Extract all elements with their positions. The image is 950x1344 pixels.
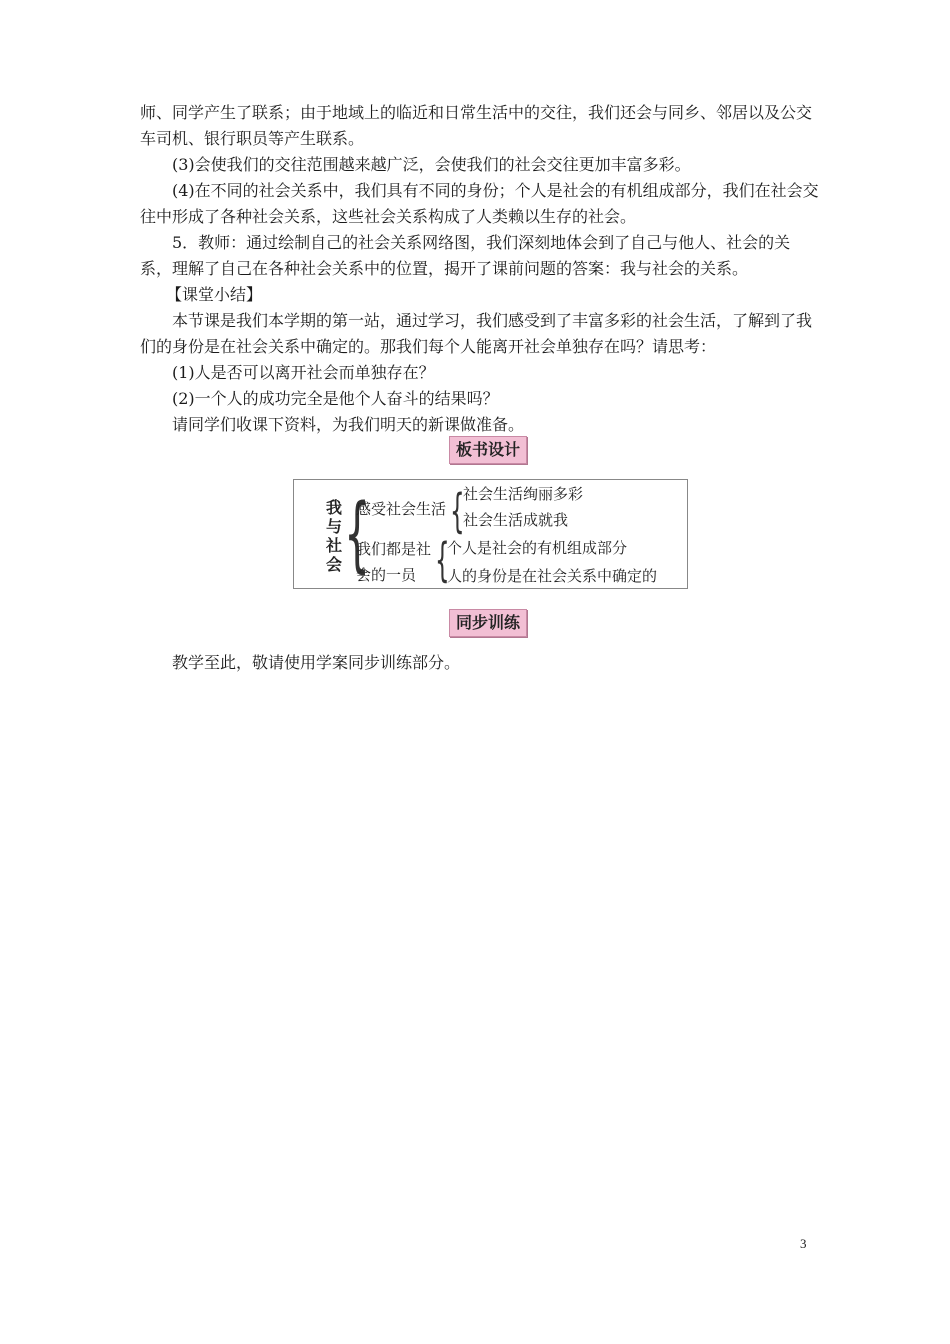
paragraph-teacher: 5．教师：通过绘制自己的社会关系网络图，我们深刻地体会到了自己与他人、社会的关系，理解了自己在各种社会关系中的位置，揭开了课前问题的答案：我与社会的关系。 — [140, 233, 791, 278]
branch-member-line2: 会的一员 — [356, 566, 417, 584]
paragraph-point-4: (4)在不同的社会关系中，我们具有不同的身份；个人是社会的有机组成部分，我们在社会交往中形成了各种社会关系，这些社会关系构成了人类赖以生存的社会。 — [140, 181, 819, 226]
branch1-brace-icon: { — [450, 484, 465, 538]
branch2-item-organic: 个人是社会的有机组成部分 — [447, 539, 628, 557]
branch1-item-colorful: 社会生活绚丽多彩 — [463, 485, 584, 503]
question-2: (2)一个人的成功完全是他个人奋斗的结果吗？ — [172, 389, 499, 408]
branch2-brace-icon: { — [435, 533, 450, 587]
page-number: 3 — [800, 1236, 807, 1251]
branch1-item-achieve: 社会生活成就我 — [463, 511, 569, 529]
branch-feel-social-life: 感受社会生活 — [356, 500, 447, 518]
paragraph-prepare: 请同学们收课下资料，为我们明天的新课做准备。 — [172, 415, 525, 434]
board-design-tag: 板书设计 — [449, 436, 527, 464]
paragraph-relations: 师、同学产生了联系；由于地域上的临近和日常生活中的交往，我们还会与同乡、邻居以及公交车司机、银行职员等产生联系。 — [140, 103, 813, 148]
paragraph-summary: 本节课是我们本学期的第一站，通过学习，我们感受到了丰富多彩的社会生活，了解到了我们的身份是在社会关系中确定的。那我们每个人能离开社会单独存在吗？请思考： — [140, 311, 813, 356]
sync-training-tag: 同步训练 — [449, 609, 527, 637]
paragraph-point-3: (3)会使我们的交往范围越来越广泛，会使我们的社会交往更加丰富多彩。 — [172, 155, 691, 174]
branch2-item-identity: 人的身份是在社会关系中确定的 — [447, 567, 658, 585]
summary-heading: 【课堂小结】 — [166, 285, 263, 304]
board-root: 我 与 社 会 — [326, 498, 343, 574]
paragraph-closing: 教学至此，敬请使用学案同步训练部分。 — [172, 653, 461, 672]
board-design-diagram — [293, 479, 688, 589]
root-brace-icon: { — [344, 487, 371, 582]
branch-member-line1: 我们都是社 — [356, 540, 432, 558]
question-1: (1)人是否可以离开社会而单独存在？ — [172, 363, 435, 382]
